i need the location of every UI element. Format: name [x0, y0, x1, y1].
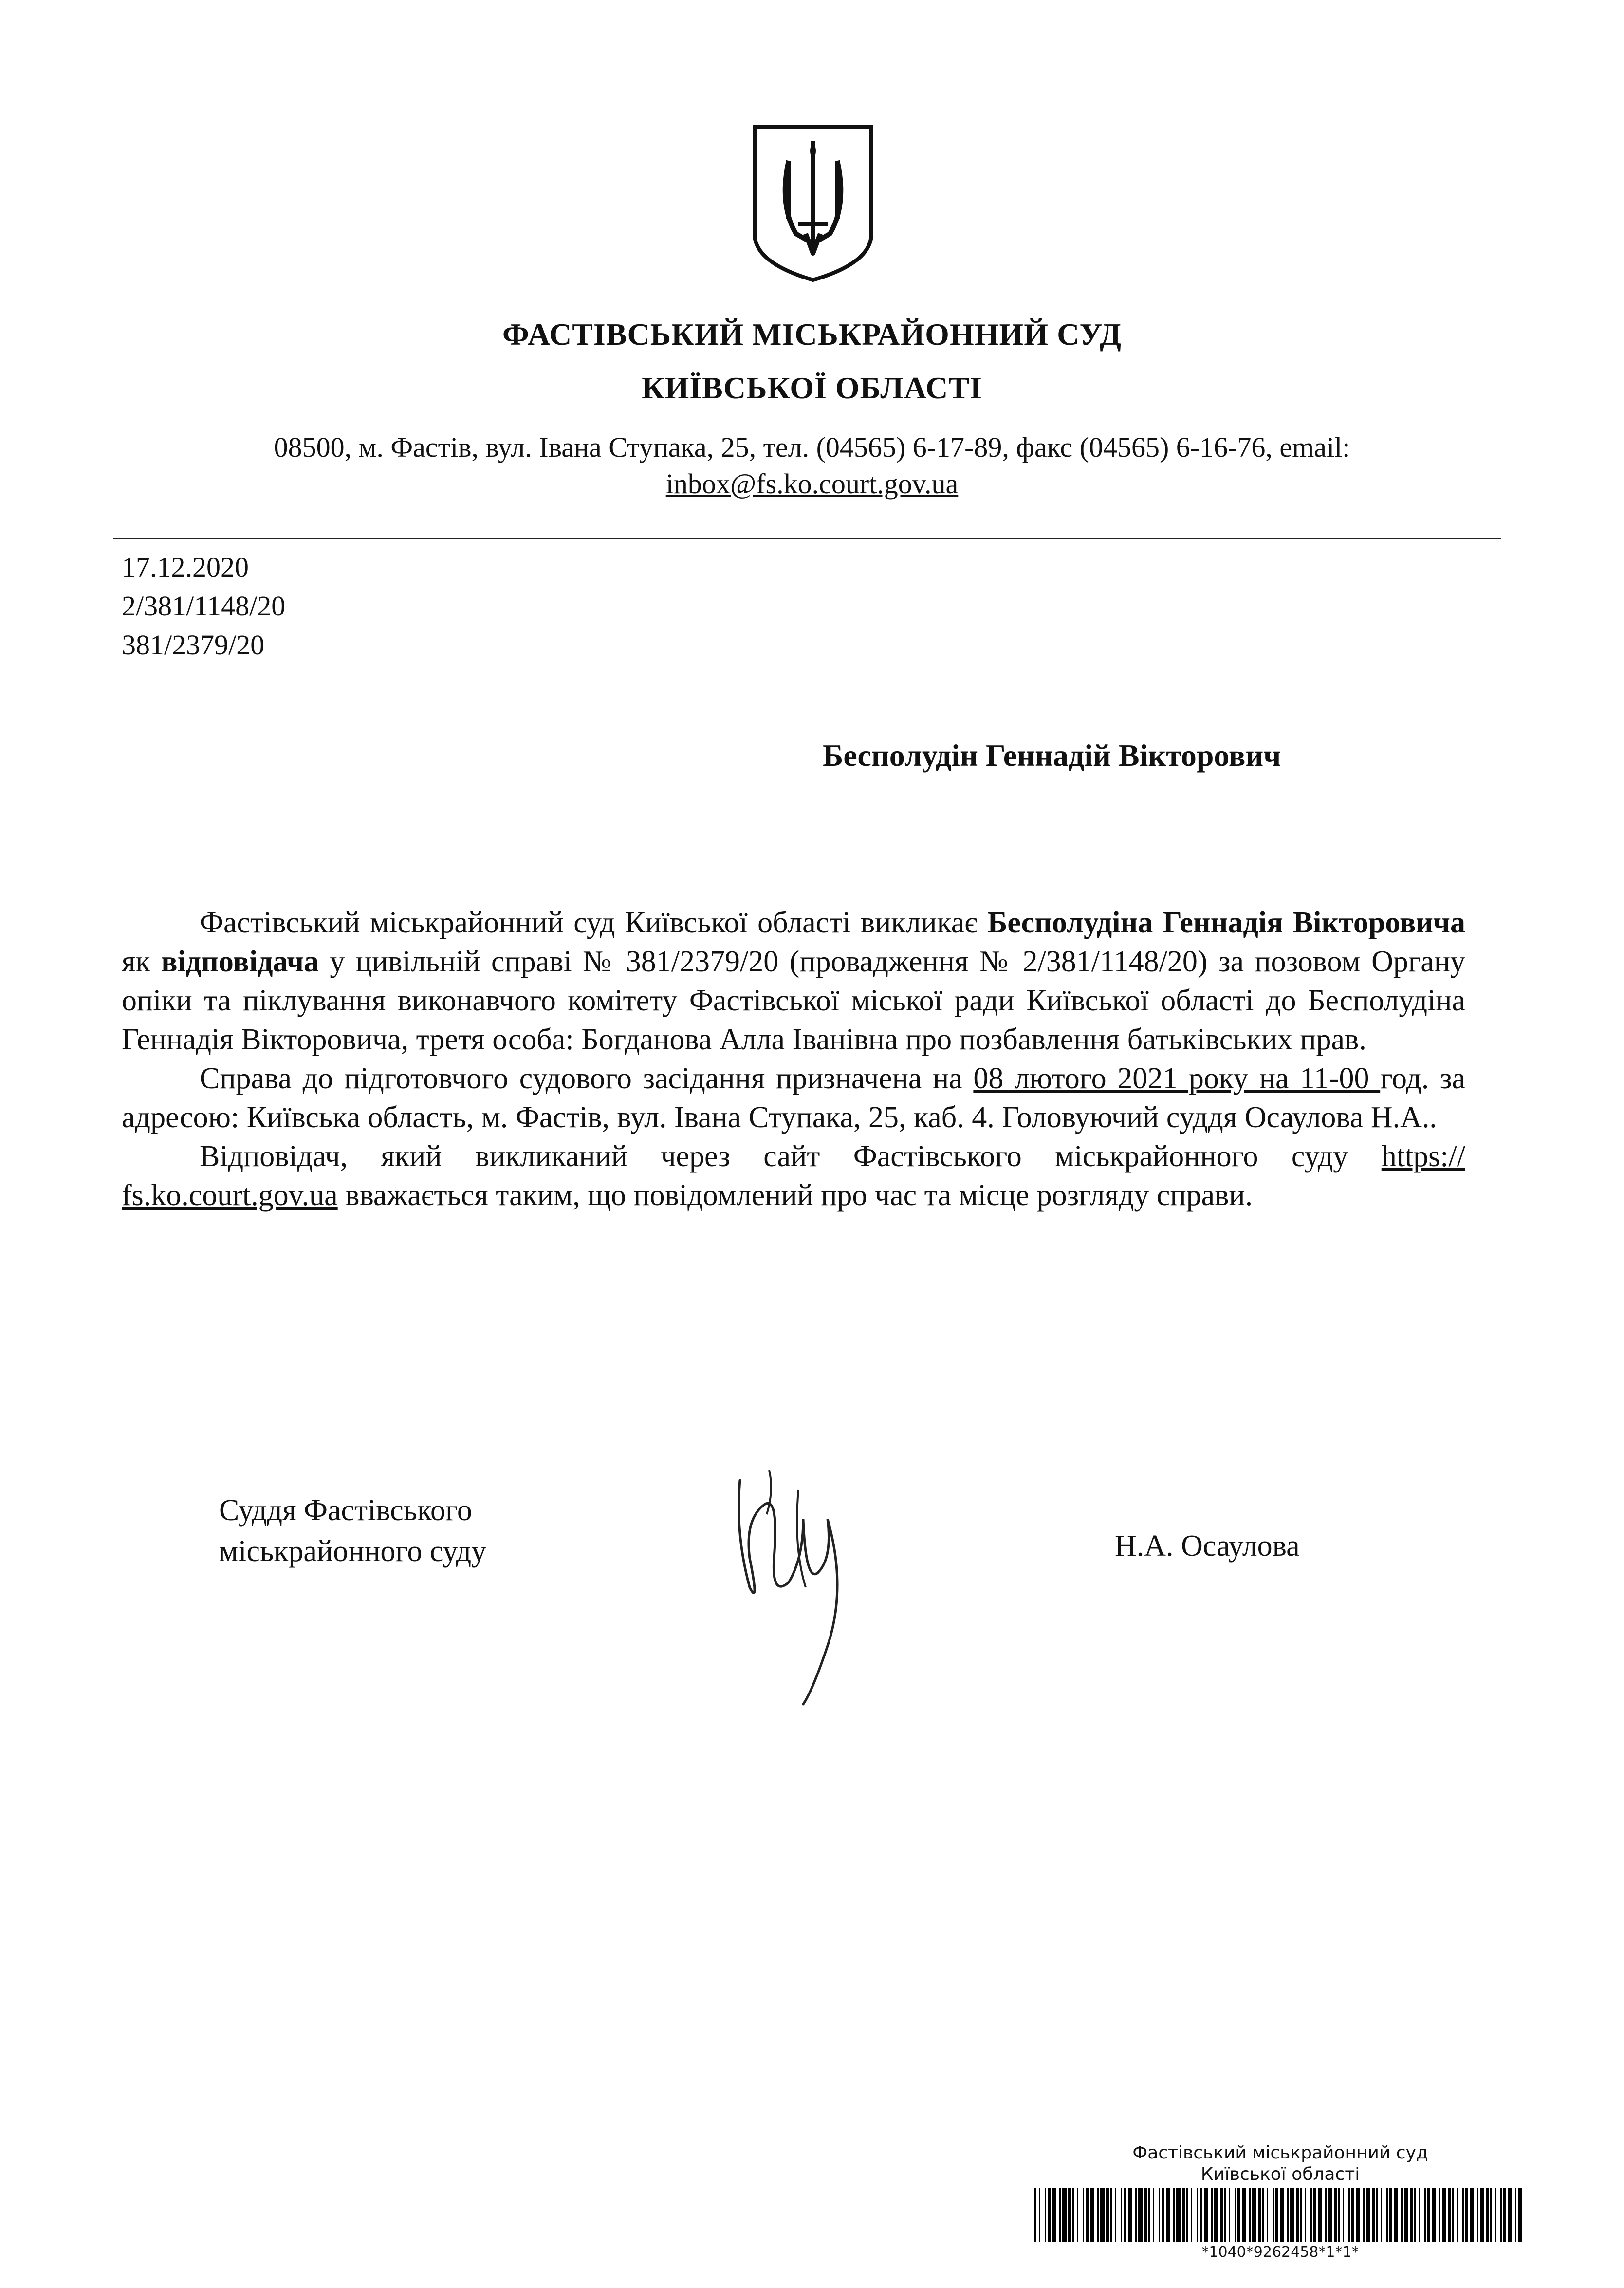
- paragraph-summons: Фастівський міськрайонний суд Київської області викликає Бесполудіна Геннадія Вікторовича як відповідача у цивільній справі № 381/2379/20 (провадження № 2/381/1148/20) за позовом Органу опіки та піклування виконавчого комітету Фастівської міської ради Київської області до Бесполудіна Геннадія Вікторовича, третя особа: Богданова Алла Іванівна про позбавлення батьківських прав.: [122, 906, 1466, 1056]
- court-website-link[interactable]: https:// fs.ko.court.gov.ua: [122, 1140, 1465, 1212]
- coat-of-arms-emblem: [750, 122, 876, 282]
- paragraph-hearing: Справа до підготовчого судового засідання призначена на 08 лютого 2021 року на 11-00 год. за адресою: Київська область, м. Фастів, вул. Івана Ступака, 25, каб. 4. Головуючий суддя Осаулова Н.А..: [122, 1062, 1465, 1134]
- court-address: 08500, м. Фастів, вул. Івана Ступака, 25, тел. (04565) 6-17-89, факс (04565) 6-16-76, email:: [274, 431, 1350, 463]
- court-name-line2: КИЇВСЬКОЇ ОБЛАСТІ: [642, 371, 982, 405]
- court-email: [0, 467, 1624, 500]
- email-link[interactable]: inbox@fs.ko.court.gov.ua: [665, 468, 959, 500]
- case-number: 381/2379/20: [122, 629, 265, 661]
- barcode-image: [1034, 2188, 1526, 2242]
- document-meta: [122, 548, 285, 665]
- barcode-number: *1040*9262458*1*1*: [1201, 2244, 1359, 2261]
- stamp-court-name: Фастівський міськрайонний суд: [1132, 2143, 1428, 2163]
- judge-title: Суддя Фастівського міськрайонного суду: [219, 1494, 487, 1568]
- proceeding-number: 2/381/1148/20: [122, 590, 286, 622]
- summons-body: [122, 903, 1465, 1215]
- judge-name: Н.А. Осаулова: [1115, 1529, 1300, 1563]
- hearing-date: 08 лютого 2021 року на 11-00: [973, 1062, 1381, 1095]
- document-date: 17.12.2020: [122, 551, 249, 583]
- addressee-name: Бесполудін Геннадій Вікторович: [823, 738, 1281, 773]
- paragraph-notice: Відповідач, який викликаний через сайт Фастівського міськрайонного суду https:// fs.ko.court.gov.ua вважається таким, що повідомлений про час та місце розгляду справи.: [122, 1140, 1465, 1212]
- header-divider: [113, 538, 1501, 539]
- handwritten-signature: [720, 1461, 857, 1714]
- stamp-region: Київської області: [1200, 2164, 1360, 2184]
- registration-stamp: [1032, 2142, 1529, 2261]
- court-name-line1: ФАСТІВСЬКИЙ МІСЬКРАЙОННИЙ СУД: [502, 317, 1122, 352]
